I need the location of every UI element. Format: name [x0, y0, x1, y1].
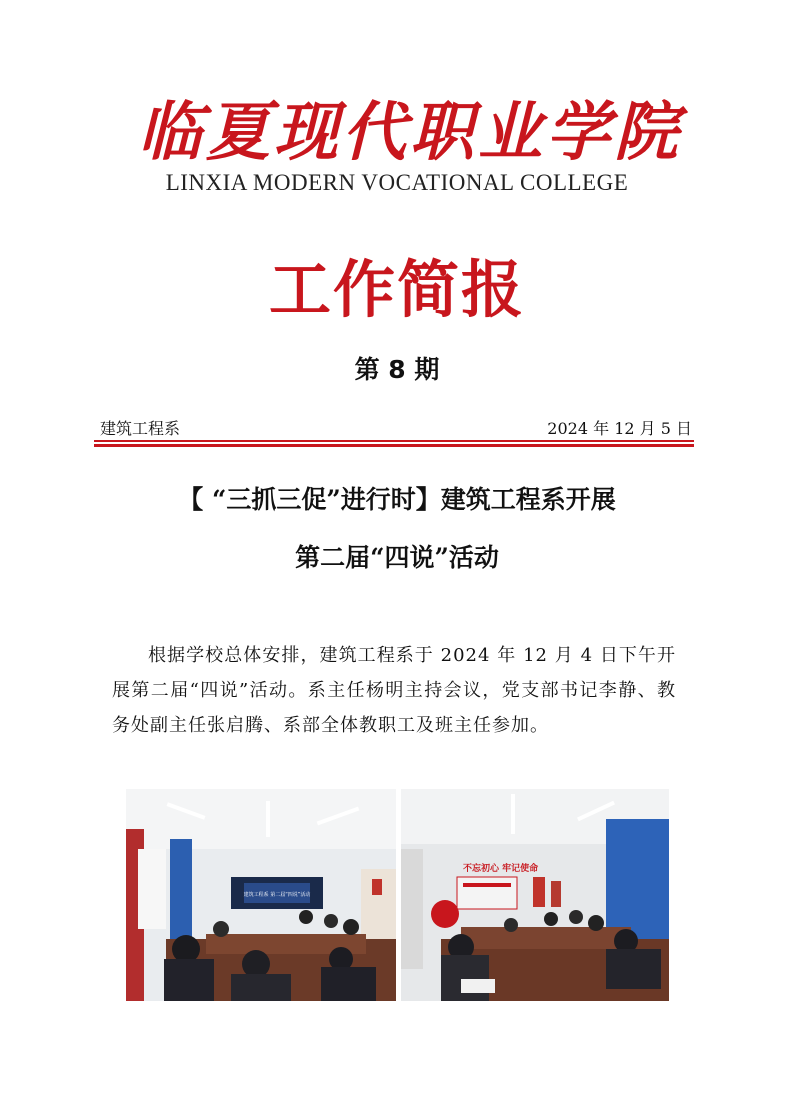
calligraphy-image [130, 92, 690, 172]
meta-row [100, 416, 692, 439]
publish-date: 2024 年 12 月 5 日 [547, 419, 692, 438]
issue-number: 第 8 期 [354, 355, 440, 384]
college-name-english: LINXIA MODERN VOCATIONAL COLLEGE [165, 170, 629, 195]
department-label: 建筑工程系 [100, 419, 181, 438]
headline-line-1: 【 “三抓三促”进行时】建筑工程系开展 [178, 485, 616, 514]
divider-thick [94, 444, 694, 447]
article-body: 根据学校总体安排，建筑工程系于 2024 年 12 月 4 日下午开展第二届“四说”活动。系主任杨明主持会议，党支部书记李静、教务处副主任张启腾、系部全体教职工及班主任参加。 [112, 645, 676, 736]
bulletin-title: 工作简报 [268, 253, 525, 326]
svg-text:临夏现代职业学院: 临夏现代职业学院 [138, 95, 682, 170]
divider-thin [94, 440, 694, 442]
meeting-photo-right [401, 789, 669, 1001]
svg-text:建筑工程系 第二届“四说”活动: 建筑工程系 第二届“四说”活动 [243, 892, 311, 898]
headline-line-2: 第二届“四说”活动 [295, 543, 499, 572]
svg-text:不忘初心 牢记使命: 不忘初心 牢记使命 [463, 864, 539, 874]
meeting-photo-left [126, 789, 396, 1001]
college-logo-calligraphy [130, 92, 690, 172]
